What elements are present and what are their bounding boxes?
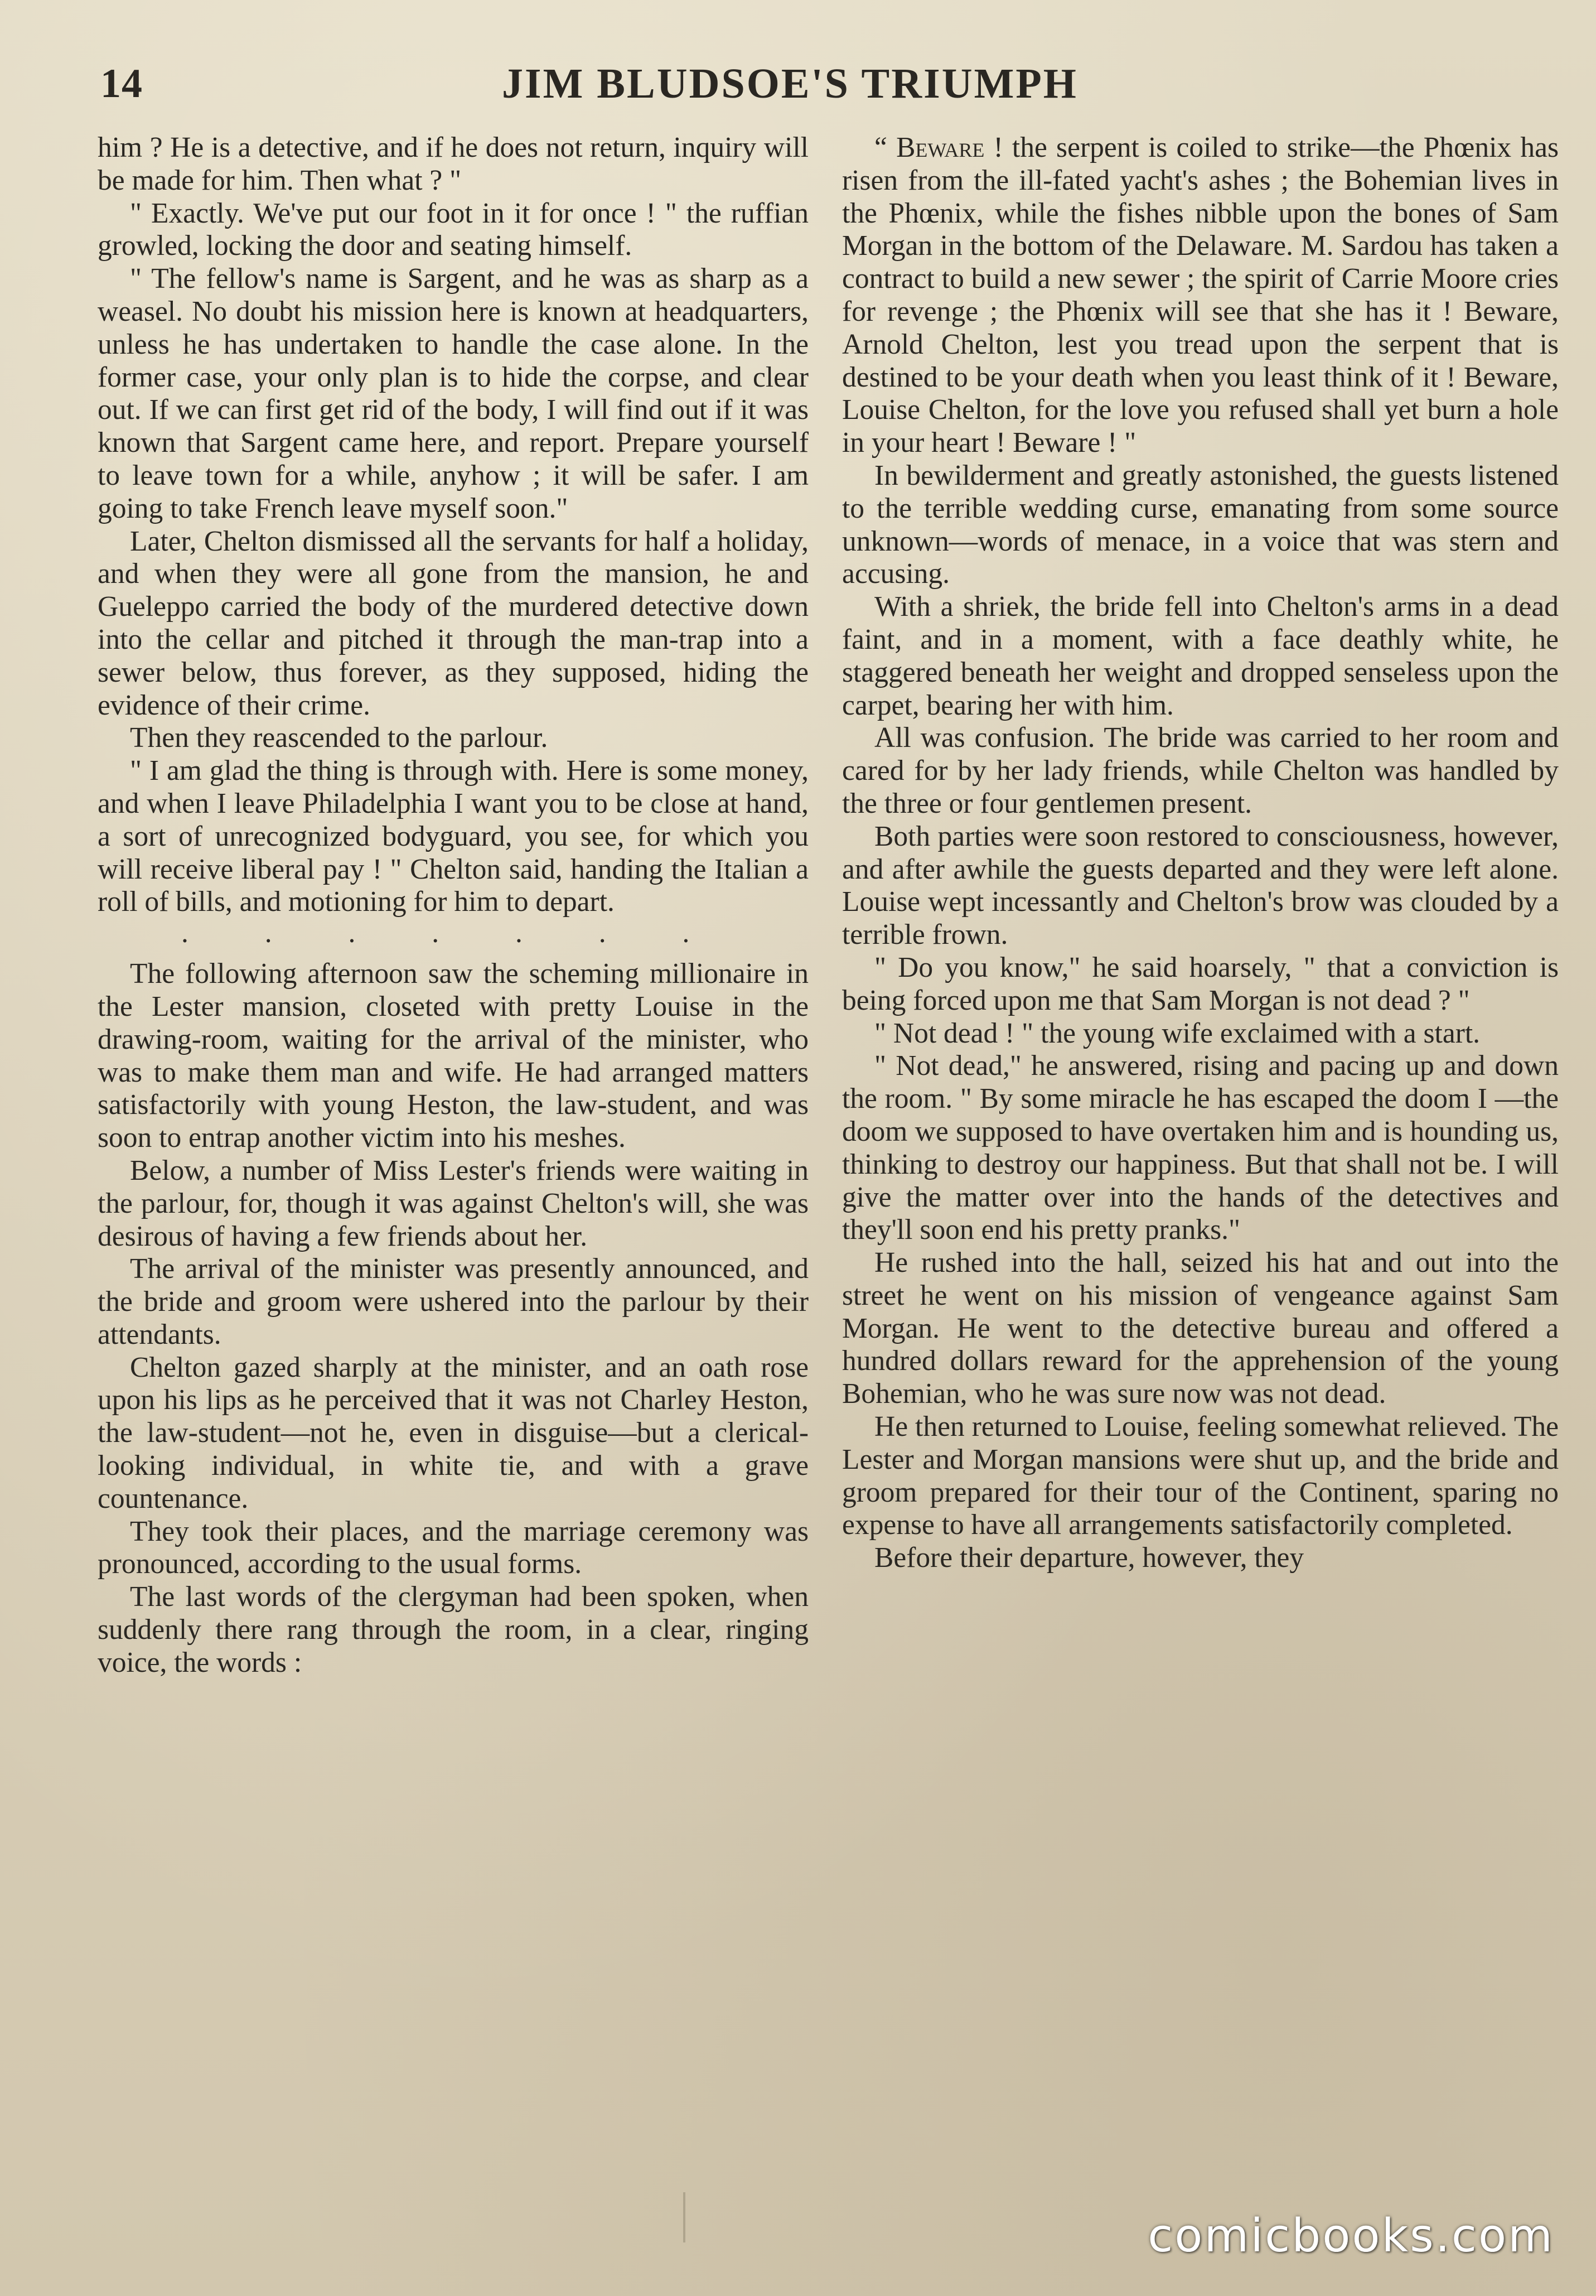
paragraph: Later, Chelton dismissed all the servants for half a holiday, and when they were all gone from the mansion, he and Gueleppo carried the body of the murdered detective down into the cellar and pitched it through the man-trap into a sewer below, thus forever, as they supposed, hiding the evidence of their crime. xyxy=(98,525,809,721)
paragraph: He then returned to Louise, feeling somewhat relieved. The Lester and Morgan mansions were shut up, and the bride and groom prepared for their tour of the Continent, sparing no expense to have all arrangements satisfactorily completed. xyxy=(842,1411,1559,1541)
binding-mark xyxy=(683,2192,685,2242)
curse-text: ! the serpent is coiled to strike—the Phœnix has risen from the ill-fated yacht's ashes ; the Bohemian lives in the Phœnix, while the fishes nibble upon the bones of Sam Morgan in the bottom of the Delaware. M. Sardou has taken a contract to build a new sewer ; the spirit of Carrie Moore cries for revenge ; the Phœnix will see that she has it ! Beware, Arnold Chelton, lest you tread upon the serpent that is destined to be your death when you least think of it ! Beware, Louise Chelton, for the love you refused shall yet burn a hole in your heart ! Beware ! " xyxy=(842,132,1559,459)
paragraph: " Exactly. We've put our foot in it for once ! " the ruffian growled, locking the door and seating himself. xyxy=(98,197,809,262)
right-column xyxy=(842,132,1559,1575)
paragraph: He rushed into the hall, seized his hat and out into the street he went on his mission of vengeance against Sam Morgan. He went to the detective bureau and offered a hundred dollars reward for the apprehension of the young Bohemian, who he was sure now was not dead. xyxy=(842,1247,1559,1410)
paragraph: The following afternoon saw the scheming millionaire in the Lester mansion, closeted with pretty Louise in the drawing-room, waiting for the arrival of the minister, who was to make them man and wife. He had arranged matters satisfactorily with young Heston, the law-student, and was soon to entrap another victim into his meshes. xyxy=(98,958,809,1154)
paragraph: The arrival of the minister was presently announced, and the bride and groom were ushered into the parlour by their attendants. xyxy=(98,1253,809,1350)
curse-paragraph: “ Beware ! the serpent is coiled to strike—the Phœnix has risen from the ill-fated yacht's ashes ; the Bohemian lives in the Phœnix, while the fishes nibble upon the bones of Sam Morgan in the bottom of the Delaware. M. Sardou has taken a contract to build a new sewer ; the spirit of Carrie Moore cries for revenge ; the Phœnix will see that she has it ! Beware, Arnold Chelton, lest you tread upon the serpent that is destined to be your death when you least think of it ! Beware, Louise Chelton, for the love you refused shall yet burn a hole in your heart ! Beware ! " xyxy=(842,132,1559,459)
paragraph: " Not dead," he answered, rising and pacing up and down the room. " By some miracle he has escaped the doom I —the doom we supposed to have overtaken him and is hounding us, thinking to destroy our happiness. But that shall not be. I will give the matter over into the hands of the detectives and they'll soon end his pretty pranks." xyxy=(842,1050,1559,1246)
paragraph: " Do you know," he said hoarsely, " that a conviction is being forced upon me that Sam Morgan is not dead ? " xyxy=(842,951,1559,1016)
paragraph: With a shriek, the bride fell into Chelton's arms in a dead faint, and in a moment, with a face deathly white, he staggered beneath her weight and dropped senseless upon the carpet, bearing her with him. xyxy=(842,591,1559,721)
left-column xyxy=(98,132,809,1680)
paragraph: All was confusion. The bride was carried to her room and cared for by her lady friends, while Chelton was handled by the three or four gentlemen present. xyxy=(842,722,1559,819)
watermark: comicbooks.com xyxy=(1148,2210,1554,2263)
paragraph: " The fellow's name is Sargent, and he was as sharp as a weasel. No doubt his mission here is known at headquarters, unless he has undertaken to handle the case alone. In the former case, your only plan is to hide the corpse, and clear out. If we can first get rid of the body, I will find out if it was known that Sargent came here, and report. Prepare yourself to leave town for a while, anyhow ; it will be safer. I am going to take French leave myself soon." xyxy=(98,263,809,524)
section-break: . . . . . . . xyxy=(181,917,724,949)
paragraph: Below, a number of Miss Lester's friends were waiting in the parlour, for, though it was against Chelton's will, she was desirous of having a few friends about her. xyxy=(98,1154,809,1252)
page-header xyxy=(100,53,1534,114)
paragraph: " Not dead ! " the young wife exclaimed with a start. xyxy=(874,1017,1481,1049)
paragraph: " I am glad the thing is through with. Here is some money, and when I leave Philadelphia I want you to be close at hand, a sort of unrecognized bodyguard, you see, for which you will receive liberal pay ! " Chelton said, handing the Italian a roll of bills, and motioning for him to depart. xyxy=(98,755,809,918)
paragraph: In bewilderment and greatly astonished, the guests listened to the terrible wedding curse, emanating from some source unknown—words of menace, in a voice that was stern and accusing. xyxy=(842,459,1559,590)
paragraph: Then they reascended to the parlour. xyxy=(130,722,548,754)
paragraph: Before their departure, however, they xyxy=(874,1542,1304,1574)
paragraph: Both parties were soon restored to consciousness, however, and after awhile the guests departed and they were left alone. Louise wept incessantly and Chelton's brow was clouded by a terrible frown. xyxy=(842,820,1559,951)
paragraph: The last words of the clergyman had been spoken, when suddenly there rang through the room, in a clear, ringing voice, the words : xyxy=(98,1581,809,1678)
page-number: 14 xyxy=(100,61,143,107)
paragraph: him ? He is a detective, and if he does not return, inquiry will be made for him. Then what ? " xyxy=(98,132,809,196)
beware-word: Beware xyxy=(896,132,985,163)
paragraph: They took their places, and the marriage ceremony was pronounced, according to the usual forms. xyxy=(98,1515,809,1580)
running-title: JIM BLUDSOE'S TRIUMPH xyxy=(502,60,1078,107)
paragraph: Chelton gazed sharply at the minister, and an oath rose upon his lips as he perceived that it was not Charley Heston, the law-student—not he, even in disguise—but a clerical-looking individual, in white tie, and with a grave countenance. xyxy=(98,1351,809,1514)
